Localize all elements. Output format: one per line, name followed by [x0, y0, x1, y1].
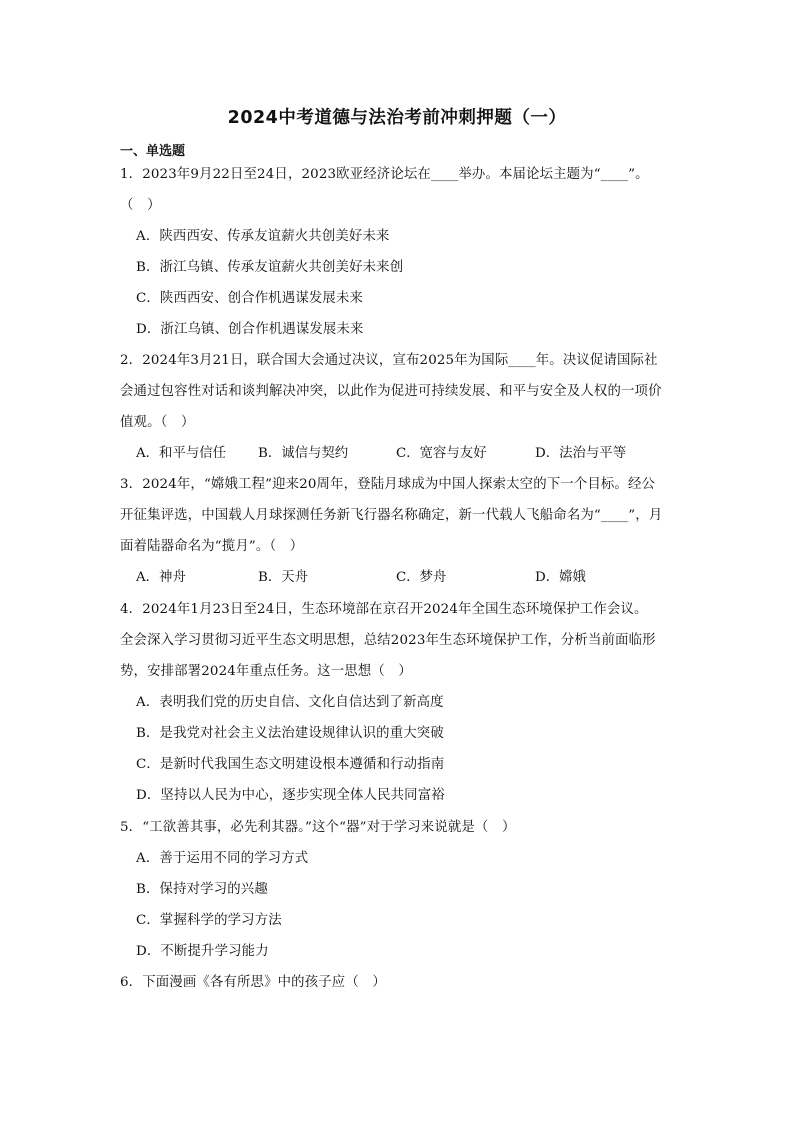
question-3-line-2: 开征集评选，中国载人月球探测任务新飞行器名称确定，新一代载人飞船命名为“____”，月: [120, 508, 663, 523]
question-3-line-3: 面着陆器命名为“揽月”。（ ）: [120, 539, 304, 554]
question-1-option-c: C．陕西西安、创合作机遇谋发展未来: [136, 291, 364, 306]
question-2-option-c: C．宽容与友好: [396, 446, 487, 461]
document-title: 2024中考道德与法治考前冲刺押题（一）: [227, 108, 567, 128]
question-1-line-1: 1．2023年9月22日至24日，2023欧亚经济论坛在____举办。本届论坛主题为“____”。: [120, 167, 649, 182]
question-5-option-b: B．保持对学习的兴趣: [136, 882, 268, 897]
question-3-option-a: A．神舟: [136, 570, 186, 585]
question-4-line-3: 势，安排部署2024年重点任务。这一思想（ ）: [120, 664, 412, 679]
question-3-option-c: C．梦舟: [396, 570, 447, 585]
question-1-line-2: （ ）: [120, 198, 161, 213]
question-3-option-b: B．天舟: [258, 570, 309, 585]
question-2-option-d: D．法治与平等: [535, 446, 627, 461]
question-6-line-1: 6．下面漫画《各有所思》中的孩子应（ ）: [120, 975, 386, 990]
question-4-line-2: 全会深入学习贯彻习近平生态文明思想，总结2023年生态环境保护工作，分析当前面临形: [120, 633, 656, 648]
question-1-option-a: A．陕西西安、传承友谊薪火共创美好未来: [136, 229, 390, 244]
question-4-option-b: B．是我党对社会主义法治建设规律认识的重大突破: [136, 726, 444, 741]
question-5-option-c: C．掌握科学的学习方法: [136, 913, 282, 928]
question-4-option-c: C．是新时代我国生态文明建设根本遵循和行动指南: [136, 757, 445, 772]
question-5-option-a: A．善于运用不同的学习方式: [136, 851, 309, 866]
question-1-option-b: B．浙江乌镇、传承友谊薪火共创美好未来创: [136, 260, 404, 275]
question-4-option-a: A．表明我们党的历史自信、文化自信达到了新高度: [136, 695, 444, 710]
section-heading: 一、单选题: [120, 144, 186, 159]
question-4-line-1: 4．2024年1月23日至24日，生态环境部在京召开2024年全国生态环境保护工作会议。: [120, 602, 648, 617]
question-2-line-2: 会通过包容性对话和谈判解决冲突，以此作为促进可持续发展、和平与安全及人权的一项价: [120, 384, 662, 399]
question-2-line-3: 值观。（ ）: [120, 415, 195, 430]
question-2-option-b: B．诚信与契约: [258, 446, 349, 461]
question-5-option-d: D．不断提升学习能力: [136, 944, 269, 959]
question-1-option-d: D．浙江乌镇、创合作机遇谋发展未来: [136, 322, 364, 337]
question-2-option-a: A．和平与信任: [136, 446, 227, 461]
question-4-option-d: D．坚持以人民为中心，逐步实现全体人民共同富裕: [136, 788, 445, 803]
question-3-option-d: D．嫦娥: [535, 570, 586, 585]
question-2-line-1: 2．2024年3月21日，联合国大会通过决议，宣布2025年为国际____年。决议促请国际社: [120, 353, 658, 368]
question-3-line-1: 3．2024年，“嫦娥工程”迎来20周年，登陆月球成为中国人探索太空的下一个目标。经公: [120, 477, 656, 492]
question-5-line-1: 5．“工欲善其事，必先利其器。”这个“器”对于学习来说就是（ ）: [120, 820, 516, 835]
